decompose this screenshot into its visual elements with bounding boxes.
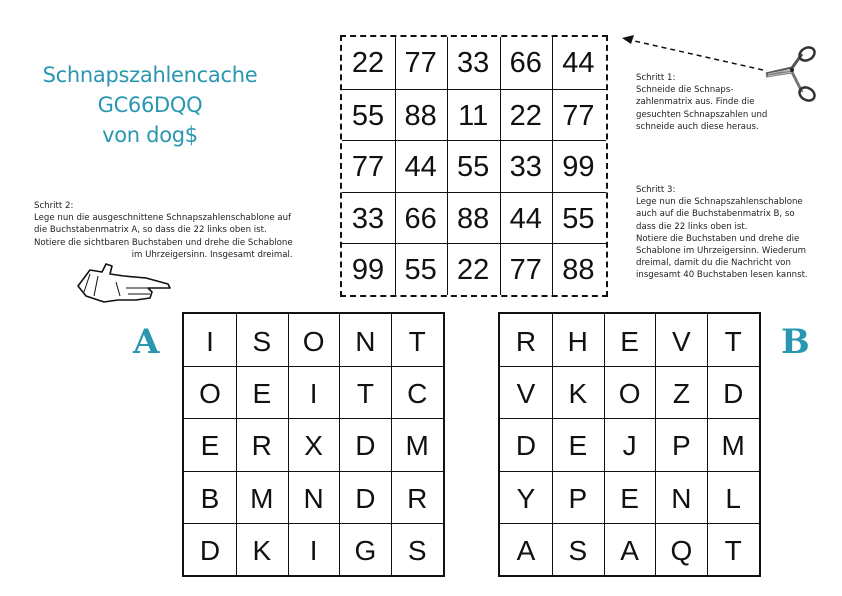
step-1-line: schneide auch diese heraus. [636, 121, 759, 132]
letter-cell: Q [670, 534, 693, 566]
letter-cell: E [620, 326, 639, 357]
letter-row [500, 471, 759, 524]
number-row [342, 192, 606, 245]
letter-cell: O [199, 378, 221, 410]
letter-cell: M [405, 430, 429, 462]
matrix-b-label: B [781, 322, 810, 362]
pointing-hand-icon [76, 256, 174, 308]
letter-cell: M [721, 430, 745, 462]
number-cell: 99 [351, 254, 385, 287]
number-cell: 77 [404, 47, 437, 79]
letter-cell: S [407, 534, 427, 566]
step-3-line: dreimal, damit du die Nachricht von [636, 258, 791, 269]
letter-cell: O [302, 326, 325, 357]
letter-cell: G [354, 534, 377, 566]
letter-cell: T [724, 534, 742, 566]
title-line-name: Schnapszahlencache [42, 63, 258, 87]
letter-cell: A [516, 534, 536, 566]
letter-cell: L [725, 482, 741, 514]
letter-cell: H [567, 326, 588, 357]
letter-cell: N [355, 326, 376, 357]
step-2-line: Lege nun die ausgeschnittene Schnapszahlenschablone auf [34, 213, 292, 224]
letter-cell: K [252, 534, 272, 566]
cache-title [30, 60, 270, 150]
number-cell: 33 [351, 202, 385, 235]
letter-matrix-b [498, 312, 761, 577]
letter-cell: D [355, 430, 376, 462]
number-cell: 33 [509, 151, 542, 184]
letter-cell: J [622, 430, 637, 462]
letter-row [500, 523, 759, 576]
matrix-a-label: A [133, 322, 160, 362]
letter-matrix-a [182, 312, 445, 577]
number-row [342, 140, 606, 193]
number-cell: 55 [562, 202, 595, 235]
step-1-line: zahlenmatrix aus. Finde die [636, 97, 755, 108]
dashed-arrow-icon [618, 30, 768, 80]
letter-cell: A [620, 534, 639, 566]
number-cell: 22 [351, 47, 385, 79]
step-2-line: Schritt 2: [34, 201, 74, 211]
step-3-line: Schablone im Uhrzeigersinn. Wiederum [636, 246, 806, 257]
number-cell: 88 [457, 202, 490, 235]
letter-row [184, 366, 443, 419]
step-3-line: insgesamt 40 Buchstaben lesen kannst. [636, 270, 808, 281]
step-2-line: im Uhrzeigersinn. Insgesamt dreimal. [131, 249, 293, 260]
letter-row [500, 418, 759, 471]
letter-cell: N [303, 482, 324, 514]
letter-cell: X [304, 430, 323, 462]
step-3-line: dass die 22 links oben ist. [636, 221, 748, 232]
title-line-author: von dog$ [102, 123, 198, 147]
step-3-line: Schritt 3: [636, 185, 676, 195]
letter-cell: I [309, 534, 318, 566]
letter-row [500, 314, 759, 367]
letter-cell: I [206, 326, 214, 357]
number-cell: 11 [458, 99, 489, 132]
letter-cell: T [724, 326, 742, 357]
number-matrix [340, 35, 608, 297]
number-cell: 33 [457, 47, 490, 79]
step-1-line: Schneide die Schnaps- [636, 85, 734, 96]
letter-cell: V [516, 378, 536, 410]
letter-cell: T [356, 378, 374, 410]
letter-cell: Z [672, 378, 690, 410]
step-3-line: Lege nun die Schnapszahlenschablone [636, 197, 803, 208]
number-cell: 99 [562, 151, 595, 184]
number-cell: 44 [404, 151, 437, 184]
number-cell: 44 [562, 47, 595, 79]
step-2-instructions [34, 200, 293, 261]
letter-cell: O [618, 378, 641, 410]
number-cell: 55 [457, 151, 490, 184]
number-cell: 22 [457, 254, 490, 287]
letter-cell: T [408, 326, 426, 357]
number-cell: 77 [562, 99, 595, 132]
letter-cell: I [309, 378, 318, 410]
number-cell: 88 [562, 254, 595, 287]
number-cell: 77 [509, 254, 542, 287]
step-3-instructions [636, 184, 808, 282]
step-1-line: Schritt 1: [636, 73, 676, 83]
step-3-line: auch auf die Buchstabenmatrix B, so [636, 209, 795, 220]
letter-cell: Y [516, 482, 536, 514]
step-1-instructions [636, 72, 767, 133]
letter-row [184, 418, 443, 471]
number-cell: 66 [404, 202, 437, 235]
step-2-line: Notiere die sichtbaren Buchstaben und drehe die Schablone [34, 237, 293, 248]
letter-cell: D [723, 378, 744, 410]
letter-row [500, 366, 759, 419]
number-row [342, 89, 606, 142]
number-cell: 66 [509, 47, 542, 79]
letter-cell: D [355, 482, 376, 514]
letter-cell: R [515, 326, 537, 357]
number-cell: 44 [509, 202, 542, 235]
number-cell: 22 [509, 99, 542, 132]
letter-cell: N [671, 482, 692, 514]
number-cell: 55 [404, 254, 437, 287]
number-cell: 55 [351, 99, 385, 132]
number-cell: 88 [404, 99, 437, 132]
letter-cell: P [568, 482, 588, 514]
letter-cell: E [620, 482, 639, 514]
letter-cell: R [251, 430, 272, 462]
letter-cell: E [568, 430, 588, 462]
letter-row [184, 314, 443, 367]
letter-cell: C [407, 378, 428, 410]
scissors-icon [762, 44, 822, 104]
letter-cell: B [200, 482, 220, 514]
letter-cell: P [672, 430, 691, 462]
step-1-line: gesuchten Schnapszahlen und [636, 109, 768, 120]
step-2-line: die Buchstabenmatrix A, so dass die 22 links oben ist. [34, 225, 267, 236]
letter-cell: E [252, 378, 272, 410]
number-row [342, 243, 606, 296]
letter-cell: V [672, 326, 691, 357]
letter-cell: M [250, 482, 274, 514]
letter-row [184, 471, 443, 524]
title-line-code: GC66DQQ [97, 93, 203, 117]
letter-cell: R [407, 482, 428, 514]
letter-cell: D [515, 430, 537, 462]
letter-cell: S [568, 534, 588, 566]
number-row [342, 37, 606, 89]
letter-cell: D [199, 534, 221, 566]
step-3-line: Notiere die Buchstaben und drehe die [636, 233, 800, 244]
number-cell: 77 [351, 151, 385, 184]
letter-cell: K [568, 378, 588, 410]
letter-cell: E [200, 430, 220, 462]
letter-row [184, 523, 443, 576]
letter-cell: S [252, 326, 272, 357]
